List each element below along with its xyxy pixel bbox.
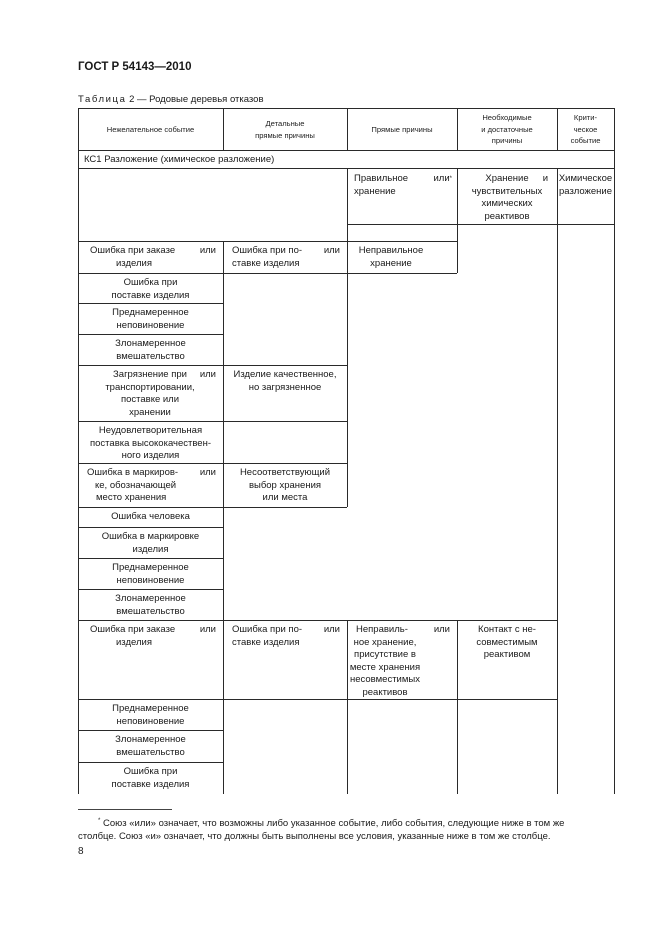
cell-intentional-disobedience <box>78 307 223 332</box>
cell-storage-chemicals-line2: чувствительных <box>471 185 543 197</box>
cell-malicious-interference-2-line2: вмешательство <box>116 605 185 617</box>
cell-storage-chemicals-line1: Хранение <box>485 173 529 184</box>
cell-malicious-interference-line1: Злонамеренное <box>115 338 186 349</box>
cell-delivery-error-detailed-2-line1: Ошибка при по- <box>232 624 303 635</box>
cell-incorrect-storage-incompatible-line2: ное хранение, <box>353 636 417 648</box>
cell-inappropriate-storage-choice-line2: выбор хранения <box>248 479 322 491</box>
cell-poor-delivery-line2: поставка высококачествен- <box>89 437 211 449</box>
cell-incorrect-storage-line2: хранение <box>370 257 412 269</box>
cell-labeling-error <box>78 531 223 556</box>
cell-order-error-2-line1: Ошибка при заказе <box>90 624 176 635</box>
cell-contamination-line1: Загрязнение при <box>113 369 187 380</box>
cell-delivery-error-2-line2: поставке изделия <box>111 778 190 790</box>
cell-intentional-disobedience-line2: неповиновение <box>116 319 185 331</box>
cell-incompatible-contact-line1: Контакт с не- <box>478 624 536 635</box>
cell-poor-delivery-line1: Неудовлетворительная <box>98 425 203 436</box>
cell-delivery-error-detailed-line2: ставке изделия <box>232 257 300 269</box>
cell-delivery-error-2-line1: Ошибка при <box>123 766 178 777</box>
cell-order-error-line2: изделия <box>116 257 152 269</box>
cell-intentional-disobedience-3-line1: Преднамеренное <box>112 703 189 714</box>
column-header-critical-line2: ческое <box>573 124 598 134</box>
column-header-necessary-line3: причины <box>491 136 523 145</box>
cell-intentional-disobedience-3-line2: неповиновение <box>116 715 185 727</box>
cell-storage-chemicals <box>458 173 556 223</box>
cell-malicious-interference-3 <box>78 734 223 759</box>
cell-correct-storage-line2: хранение <box>354 185 396 197</box>
cell-delivery-error-line1: Ошибка при <box>123 277 178 288</box>
column-header-critical-event <box>557 112 614 147</box>
footnote-marker: * <box>98 818 101 824</box>
cell-malicious-interference-2-line1: Злонамеренное <box>115 593 186 604</box>
cell-delivery-error-line2: поставке изделия <box>111 289 190 301</box>
cell-incorrect-storage <box>348 245 434 270</box>
page-number: 8 <box>78 846 84 857</box>
cell-delivery-error-detailed-2 <box>232 624 340 649</box>
cell-labeling-error-line2: изделия <box>132 543 169 555</box>
footnote-line1: Союз «или» означает, что возможны либо указанное событие, либо события, следующие ниже в том же <box>100 818 565 830</box>
column-header-necessary-line1: Необходимые <box>482 113 532 122</box>
cell-order-error-2-line2: изделия <box>116 636 152 648</box>
cell-intentional-disobedience-2-line2: неповиновение <box>116 574 185 586</box>
column-header-critical-line1: Крити- <box>573 113 598 122</box>
cell-correct-storage <box>354 173 452 198</box>
or-connector: или <box>323 624 340 635</box>
cell-malicious-interference <box>78 338 223 363</box>
column-header-direct-causes: Прямые причины <box>371 125 433 134</box>
column-header-necessary-causes <box>457 112 557 147</box>
cell-intentional-disobedience-2 <box>78 562 223 587</box>
cell-malicious-interference-line2: вмешательство <box>116 350 185 362</box>
cell-incorrect-storage-incompatible-line1: Неправиль- <box>356 624 408 635</box>
column-header-necessary-line2: и достаточные <box>481 124 533 134</box>
cell-contamination-line4: хранении <box>129 406 171 418</box>
cell-storage-chemicals-line4: реактивов <box>484 210 530 222</box>
cell-labeling-error-location-line3: место хранения <box>96 492 167 503</box>
cell-incompatible-contact <box>457 624 557 662</box>
or-connector: или <box>433 173 450 184</box>
cell-order-error-2 <box>90 624 216 649</box>
table-caption-label: Таблица <box>78 94 127 105</box>
cell-labeling-error-location-line1: Ошибка в маркиров- <box>87 467 179 478</box>
or-connector: или <box>323 245 340 256</box>
cell-delivery-error-2 <box>78 766 223 791</box>
cell-malicious-interference-3-line2: вмешательство <box>116 746 185 758</box>
column-header-detailed-causes <box>223 118 347 141</box>
column-header-undesired-event: Нежелательное событие <box>106 125 195 134</box>
cell-poor-delivery <box>78 425 223 463</box>
or-connector: или <box>199 467 216 478</box>
cell-intentional-disobedience-line1: Преднамеренное <box>112 307 189 318</box>
footnote-mark: * <box>449 176 452 182</box>
cell-intentional-disobedience-2-line1: Преднамеренное <box>112 562 189 573</box>
cell-human-error: Ошибка человека <box>111 511 190 522</box>
column-header-detailed-line1: Детальные <box>265 119 305 128</box>
cell-quality-contaminated <box>223 369 347 394</box>
cell-inappropriate-storage-choice <box>223 467 347 505</box>
footnote-line2: столбце. Союз «и» означает, что должны быть выполнены все условия, указанные ниже в том же столбце. <box>78 831 551 843</box>
cell-inappropriate-storage-choice-line1: Несоответствующий <box>239 467 331 478</box>
cell-storage-chemicals-line3: химических <box>481 198 533 209</box>
table-caption-title: 2 — Родовые деревья отказов <box>126 94 264 105</box>
cell-incompatible-contact-line2: совместимым <box>476 636 538 648</box>
cell-incorrect-storage-line1: Неправильное <box>358 245 424 256</box>
cell-labeling-error-line1: Ошибка в маркировке <box>101 531 200 542</box>
column-header-critical-line3: событие <box>570 136 601 145</box>
cell-contamination-line3: поставке или <box>120 394 180 405</box>
cell-delivery-error-detailed <box>232 245 340 270</box>
footnote-separator <box>78 809 172 810</box>
cell-correct-storage-line1: Правильное <box>354 173 409 184</box>
or-connector: или <box>199 369 216 380</box>
cell-quality-contaminated-line2: но загрязненное <box>248 381 322 393</box>
cell-incorrect-storage-incompatible-line6: реактивов <box>362 686 408 698</box>
cell-incorrect-storage-incompatible-line4: месте хранения <box>349 661 421 673</box>
cell-quality-contaminated-line1: Изделие качественное, <box>233 369 337 380</box>
cell-incorrect-storage-incompatible-line5: несовместимых <box>350 674 420 685</box>
footnote <box>78 815 616 843</box>
cell-chemical-decomposition-line2: разложение <box>558 185 612 197</box>
cell-malicious-interference-3-line1: Злонамеренное <box>115 734 186 745</box>
cell-incompatible-contact-line3: реактивом <box>483 649 531 660</box>
cell-delivery-error-detailed-line1: Ошибка при по- <box>232 245 303 256</box>
document-header: ГОСТ Р 54143—2010 <box>78 61 192 73</box>
or-connector: или <box>433 624 450 635</box>
column-header-detailed-line2: прямые причины <box>255 130 315 140</box>
cell-contamination <box>84 369 216 419</box>
and-connector: и <box>542 173 548 184</box>
cell-chemical-decomposition-line1: Химическое <box>558 173 613 184</box>
cell-malicious-interference-2 <box>78 593 223 618</box>
cell-labeling-error-location-line2: ке, обозначающей <box>95 479 177 491</box>
section-title: КС1 Разложение (химическое разложение) <box>84 154 275 165</box>
table-caption <box>78 94 264 105</box>
or-connector: или <box>199 624 216 635</box>
cell-order-error-line1: Ошибка при заказе <box>90 245 176 256</box>
cell-incorrect-storage-incompatible <box>348 624 450 699</box>
cell-delivery-error <box>78 277 223 302</box>
cell-intentional-disobedience-3 <box>78 703 223 728</box>
cell-labeling-error-location <box>87 467 216 505</box>
cell-inappropriate-storage-choice-line3: или места <box>262 492 308 503</box>
cell-chemical-decomposition <box>557 173 614 198</box>
cell-incorrect-storage-incompatible-line3: присутствие в <box>354 649 416 660</box>
cell-order-error <box>90 245 216 270</box>
or-connector: или <box>199 245 216 256</box>
cell-delivery-error-detailed-2-line2: ставке изделия <box>232 636 300 648</box>
cell-poor-delivery-line3: ного изделия <box>121 450 180 461</box>
cell-contamination-line2: транспортировании, <box>105 381 195 393</box>
